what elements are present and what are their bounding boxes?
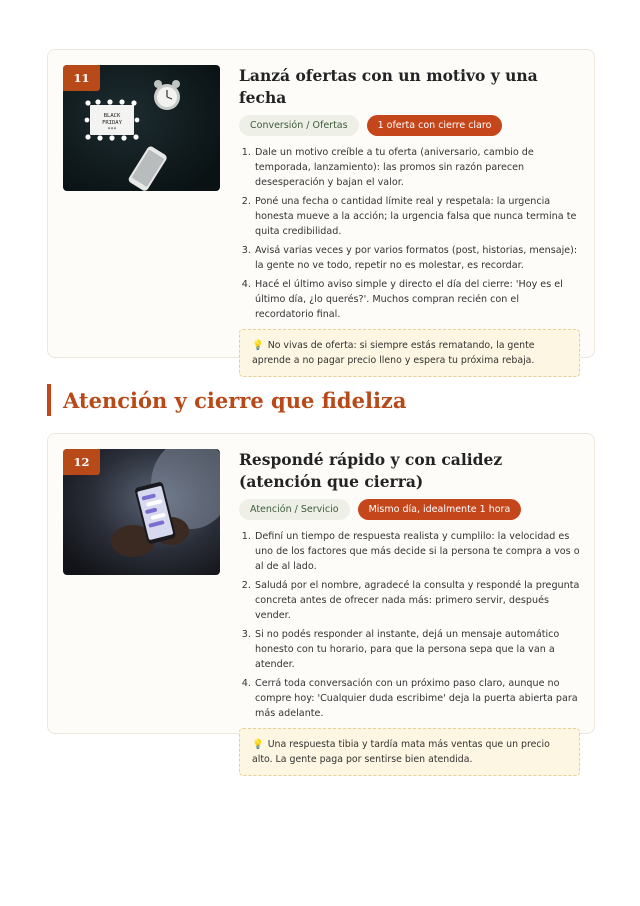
card-image-phone-chat [63, 449, 220, 575]
lightbulb-icon: 💡 [252, 739, 264, 750]
card-title: Lanzá ofertas con un motivo y una fecha [239, 66, 538, 107]
tip-card-12 [47, 433, 595, 765]
tip-card-11 [47, 49, 595, 366]
sign-line-2: FRIDAY [102, 120, 122, 126]
tip-box [239, 329, 580, 377]
section-title: Atención y cierre que fideliza [63, 387, 407, 413]
section-heading [47, 384, 406, 416]
category-tag: Atención / Servicio [239, 499, 350, 520]
sign-line-3: *** [107, 127, 117, 133]
sign-line-1: BLACK [103, 113, 121, 119]
step-item: 3. Si no podés responder al instante, dejá un mensaje automático honesto con tu horario, para que la persona sepa que la van a atender. [254, 627, 580, 672]
tip-text: No vivas de oferta: si siempre estás rematando, la gente aprende a no pagar precio lleno y espera tu próxima rebaja. [252, 340, 535, 366]
tip-text: Una respuesta tibia y tardía mata más ventas que un precio alto. La gente paga por sentirse bien atendida. [252, 739, 550, 765]
steps-list [239, 529, 580, 721]
step-item: 4. Hacé el último aviso simple y directo el día del cierre: 'Hoy es el último día, ¿lo querés?'. Muchos compran recién con el recordatorio final. [254, 277, 580, 322]
tip-box [239, 728, 580, 776]
step-item: 2. Poné una fecha o cantidad límite real y respetala: la urgencia honesta mueve a la acción; la urgencia falsa que nunca termina te quita credibilidad. [254, 194, 580, 239]
step-item: 1. Dale un motivo creíble a tu oferta (aniversario, cambio de temporada, lanzamiento): las promos sin razón parecen desesperación y bajan el valor. [254, 145, 580, 190]
step-item: 2. Saludá por el nombre, agradecé la consulta y respondé la pregunta concreta antes de ofrecer nada más: primero servir, después vender. [254, 578, 580, 623]
card-image-black-friday [63, 65, 220, 191]
steps-list [239, 145, 580, 322]
step-item: 3. Avisá varias veces y por varios formatos (post, historias, mensaje): la gente no ve todo, repetir no es molestar, es recordar. [254, 243, 580, 273]
lightbulb-icon: 💡 [252, 340, 264, 351]
card-title: Respondé rápido y con calidez (atención que cierra) [239, 450, 503, 491]
step-item: 4. Cerrá toda conversación con un próximo paso claro, aunque no compre hoy: 'Cualquier duda escribime' deja la puerta abierta para más adelante. [254, 676, 580, 721]
goal-badge: 1 oferta con cierre claro [367, 115, 503, 136]
category-tag: Conversión / Ofertas [239, 115, 359, 136]
card-number: 11 [63, 65, 100, 91]
card-number: 12 [63, 449, 100, 475]
goal-badge: Mismo día, idealmente 1 hora [358, 499, 522, 520]
step-item: 1. Definí un tiempo de respuesta realista y cumplilo: la velocidad es uno de los factores que más decide si la persona te compra a vos o al de al lado. [254, 529, 580, 574]
